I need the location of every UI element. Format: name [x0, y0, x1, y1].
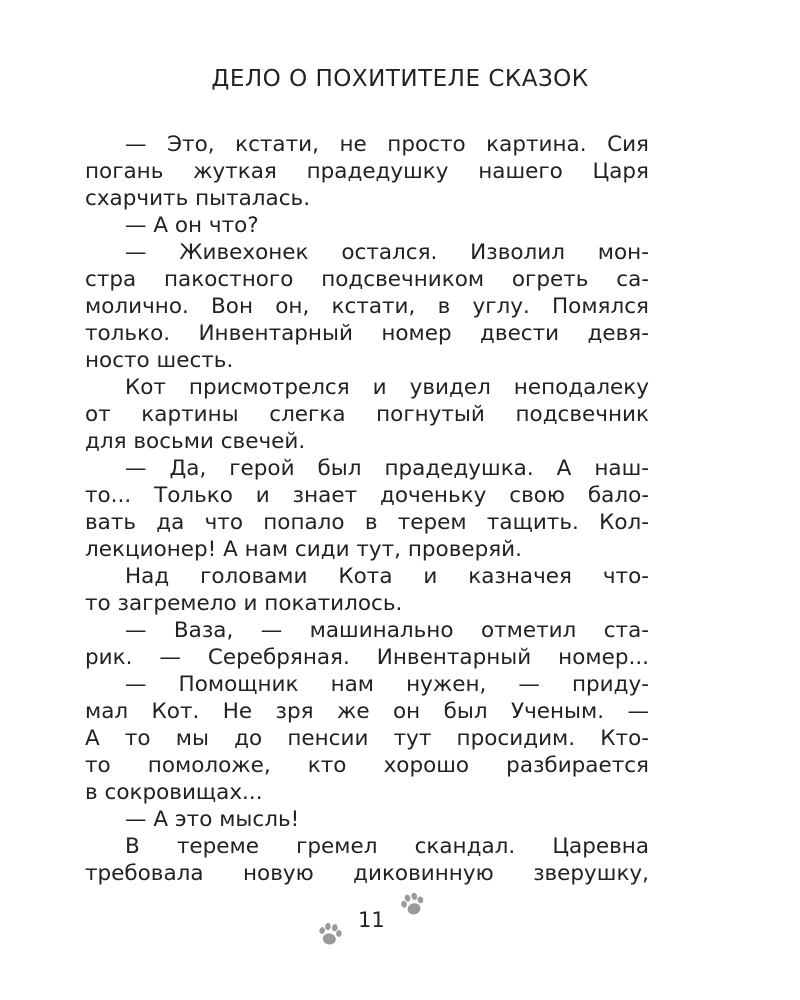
text-line: Кот присмотрелся и увидел неподалеку — [125, 375, 649, 400]
text-line: Над головами Кота и казначея что- — [125, 564, 649, 589]
page-number: 11 — [358, 908, 385, 932]
text-line: лекционер! А нам сиди тут, проверяй. — [85, 537, 522, 562]
text-line: мал Кот. Не зря же он был Ученым. — — [85, 699, 649, 724]
text-line: — А он что? — [125, 213, 259, 238]
text-line: требовала новую диковинную зверушку, — [85, 861, 649, 886]
paw-print-icon — [313, 918, 348, 953]
text-line: только. Инвентарный номер двести девя- — [85, 321, 649, 346]
text-line: в сокровищах... — [85, 780, 263, 805]
text-line: — А это мысль! — [125, 807, 300, 832]
text-line: рик. — Серебряная. Инвентарный номер... — [85, 645, 649, 670]
text-line: то... Только и знает доченьку свою бало- — [85, 483, 649, 508]
text-line: молично. Вон он, кстати, в углу. Помялся — [85, 294, 649, 319]
text-line: стра пакостного подсвечником огреть са- — [85, 267, 649, 292]
text-line: — Это, кстати, не просто картина. Сия — [125, 132, 649, 157]
text-line: схарчить пыталась. — [85, 186, 311, 211]
paw-print-icon — [395, 887, 432, 924]
text-line: А то мы до пенсии тут просидим. Кто- — [85, 726, 649, 751]
text-line: для восьми свечей. — [85, 429, 306, 454]
text-line: вать да что попало в терем тащить. Кол- — [85, 510, 649, 535]
text-line: — Ваза, — машинально отметил ста- — [125, 618, 649, 643]
text-line: то помоложе, кто хорошо разбирается — [85, 753, 649, 778]
text-line: погань жуткая прадедушку нашего Царя — [85, 159, 649, 184]
text-line: то загремело и покатилось. — [85, 591, 403, 616]
text-line: — Живехонек остался. Изволил мон- — [125, 240, 649, 265]
text-line: от картины слегка погнутый подсвечник — [85, 402, 649, 427]
text-line: носто шесть. — [85, 348, 234, 373]
page-footer — [0, 890, 800, 950]
body-text — [85, 131, 649, 887]
text-line: — Да, герой был прадедушка. А наш- — [125, 456, 649, 481]
text-line: В тереме гремел скандал. Царевна — [125, 834, 649, 859]
running-head-title: ДЕЛО О ПОХИТИТЕЛЕ СКАЗОК — [211, 66, 589, 92]
text-line: — Помощник нам нужен, — приду- — [125, 672, 649, 697]
